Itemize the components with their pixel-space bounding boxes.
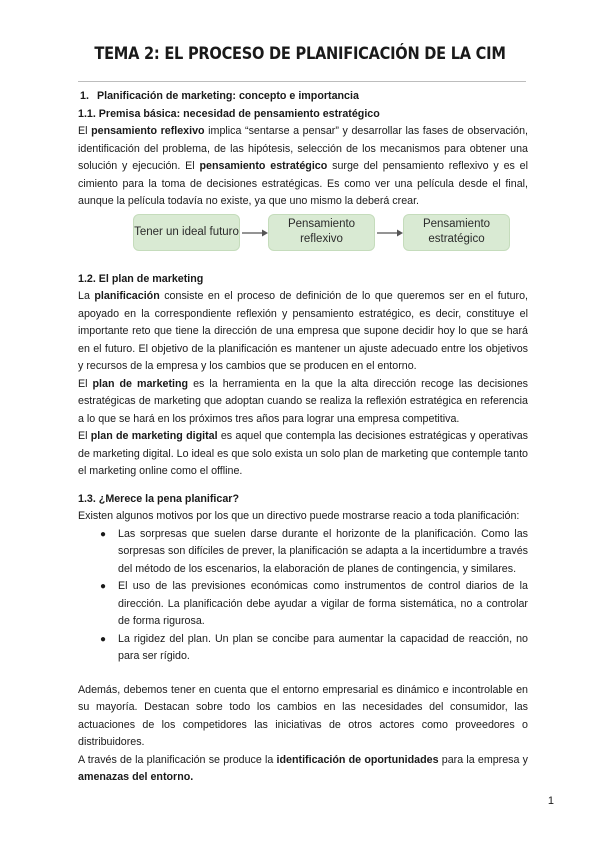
thinking-flow-diagram <box>78 211 528 261</box>
section-1-heading <box>78 88 528 106</box>
section-1-3-paragraph-final: Además, debemos tener en cuenta que el entorno empresarial es dinámico e incontrolable en su mayoría. Destacan sobre todo los cambios en las necesidades del consumidor, las actuaciones de los competidores las iniciativas de otros actores como proveedores o distribuidores. <box>78 683 528 748</box>
flow-box-estrategico: Pensamiento estratégico <box>403 214 510 251</box>
section-1-1-paragraph: El pensamiento reflexivo implica “sentarse a pensar” y desarrollar las fases de observación, identificación del problema, de las hipótesis, selección de los mecanismos para obtener una solución y ejecución. El pensamiento estratégico surge del pensamiento reflexivo y es el cimiento para la toma de decisiones estratégicas. Es como ver una película desde el final, aunque la película todavía no existe, ya que uno mismo la deberá crear. <box>78 125 529 207</box>
bullet-icon: ● <box>100 528 107 540</box>
page-number: 1 <box>547 795 554 807</box>
section-1-2-heading: 1.2. El plan de marketing <box>78 272 204 285</box>
section-1-2-paragraph-1: La planificación consiste en el proceso de definición de lo que queremos ser en el futuro, apoyado en la correspondiente reflexión y pensamiento estratégico, es decir, constituye el importante reto que tiene la dirección de una empresa que supone decidir hoy lo que se hará en el futuro. El objetivo de la planificación es mantener un ajuste adecuado entre los objetivos y recursos de la empresa y los cambios que se producen en el entorno. <box>78 290 529 372</box>
section-1-3-heading: 1.3. ¿Merece la pena planificar? <box>78 492 239 505</box>
section-1-3-paragraph-last: A través de la planificación se produce la identificación de oportunidades para la empresa y amenazas del entorno. <box>78 753 529 783</box>
reasons-list <box>78 526 528 666</box>
flow-arrow-icon <box>242 228 268 238</box>
section-1-2-paragraph-3: El plan de marketing digital es aquel que contempla las decisiones estratégicas y operativas de marketing digital. Lo ideal es que solo exista un solo plan de marketing que contemple tanto el marketing online como el offline. <box>78 430 528 477</box>
flow-arrow-icon <box>377 228 403 238</box>
bullet-icon: ● <box>100 581 107 592</box>
list-item: ● Las sorpresas que suelen darse durante el horizonte de la planificación. Como las sorpresas son difíciles de prever, la planificación se adapta a la incertidumbre a través del método de los escenarios, la elaboración de planes de contingencia, y similares. <box>100 527 528 575</box>
document-body <box>78 88 528 787</box>
list-item: ● La rigidez del plan. Un plan se concibe para aumentar la capacidad de reacción, no para ser rígido. <box>100 632 528 662</box>
page-title: TEMA 2: EL PROCESO DE PLANIFICACIÓN DE LA CIM <box>94 44 506 64</box>
section-1-number: 1. <box>80 90 89 102</box>
flow-box-ideal: Tener un ideal futuro <box>133 214 240 251</box>
list-item: ● El uso de las previsiones económicas como instrumentos de control diarios de la dirección. La planificación debe ayudar a vigilar de forma sistemática, no a controlar de forma rigurosa. <box>100 580 528 627</box>
section-1-title: Planificación de marketing: concepto e importancia <box>97 90 359 102</box>
section-1-2-paragraph-2: El plan de marketing es la herramienta en la que la alta dirección recoge las decisiones estratégicas de marketing que adoptan cuando se realiza la reflexión estratégica en referencia a lo que se hará en los próximos tres años para lograr una empresa competitiva. <box>78 377 528 425</box>
flow-box-reflexivo: Pensamiento reflexivo <box>268 214 375 251</box>
section-1-3-intro: Existen algunos motivos por los que un directivo puede mostrarse reacio a toda planificación: <box>78 510 520 522</box>
section-1-1-heading: 1.1. Premisa básica: necesidad de pensamiento estratégico <box>78 107 380 120</box>
title-divider <box>78 81 526 82</box>
bullet-icon: ● <box>100 633 107 645</box>
